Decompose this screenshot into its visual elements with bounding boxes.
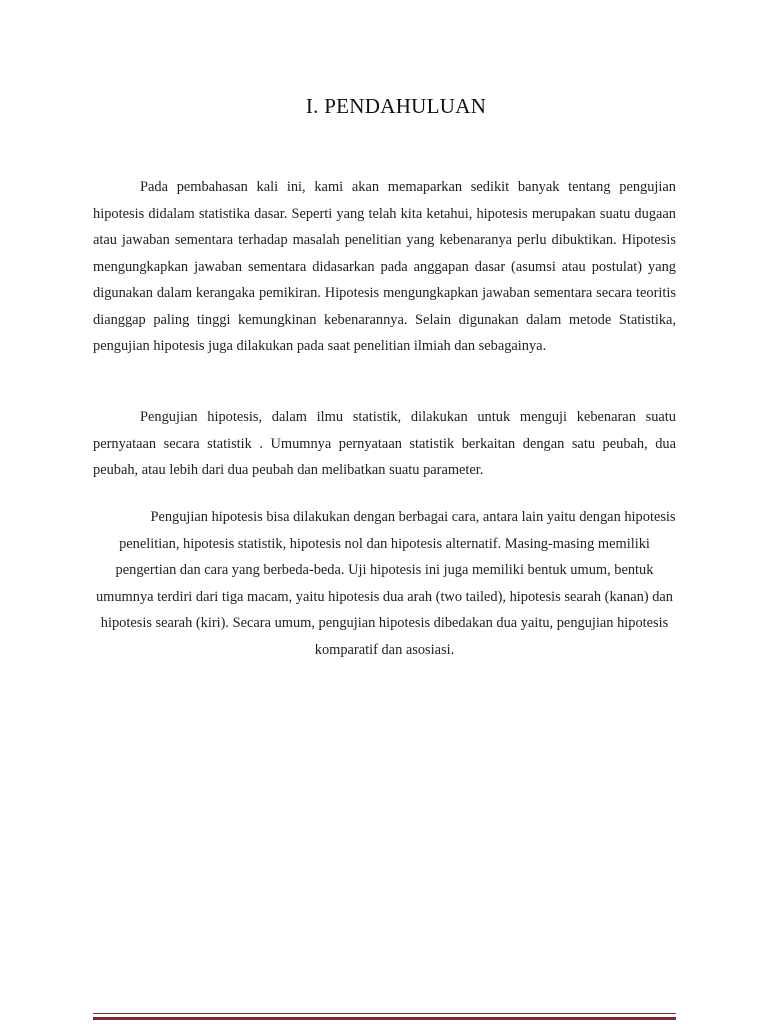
footer-rule-thin [93, 1013, 676, 1014]
paragraph-3-text: Pengujian hipotesis bisa dilakukan dengan berbagai cara, antara lain yaitu dengan hipotesis penelitian, hipotesis statistik, hipotesis nol dan hipotesis alternatif. Masing-masing memiliki pengertian dan cara yang berbeda-beda. Uji hipotesis ini juga memiliki bentuk umum, bentuk umumnya terdiri dari tiga macam, yaitu hipotesis dua arah (two tailed), hipotesis searah (kanan) dan hipotesis searah (kiri). Secara umum, pengujian hipotesis dibedakan dua yaitu, pengujian hipotesis komparatif dan asosiasi. [95, 509, 676, 658]
footer-rule-thick [93, 1017, 676, 1020]
paragraph-1: Pada pembahasan kali ini, kami akan memaparkan sedikit banyak tentang pengujian hipotesis didalam statistika dasar. Seperti yang telah kita ketahui, hipotesis merupakan suatu dugaan atau jawaban sementara terhadap masalah penelitian yang kebenaranya perlu dibuktikan. Hipotesis mengungkapkan jawaban sementara didasarkan pada anggapan dasar (asumsi atau postulat) yang digunakan dalam kerangaka pemikiran. Hipotesis mengungkapkan jawaban sementara secara teoritis dianggap paling tinggi kemungkinan kebenarannya. Selain digunakan dalam metode Statistika, pengujian hipotesis juga dilakukan pada saat penelitian ilmiah dan sebagainya. [93, 179, 676, 354]
page-title: I. PENDAHULUAN [305, 94, 487, 118]
paragraph-3 [93, 504, 676, 663]
paragraph-2: Pengujian hipotesis, dalam ilmu statistik, dilakukan untuk menguji kebenaran suatu pernyataan secara statistik . Umumnya pernyataan statistik berkaitan dengan satu peubah, dua peubah, atau lebih dari dua peubah dan melibatkan suatu parameter. [93, 409, 676, 478]
